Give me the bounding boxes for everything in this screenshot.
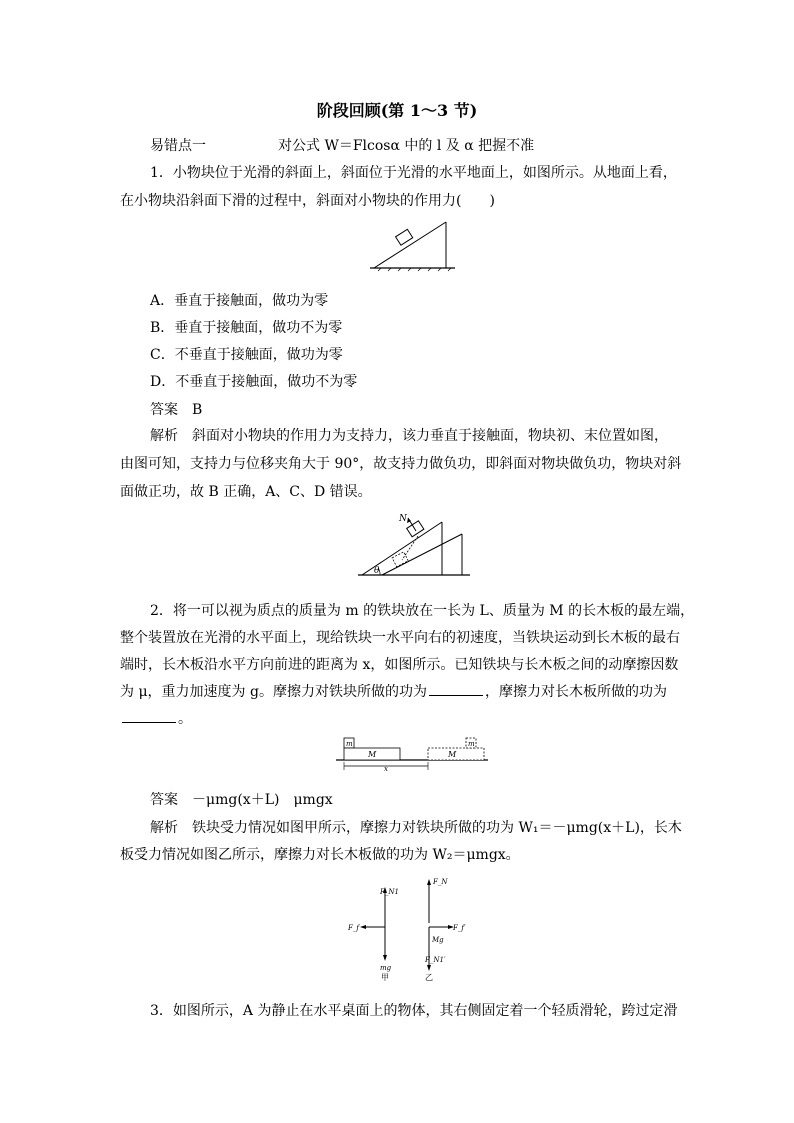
- page-title: 阶段回顾(第 1～3 节): [316, 101, 478, 120]
- jia-left-label: F_f: [348, 924, 359, 932]
- M-left: M: [368, 750, 377, 759]
- yi-right-label: F_f′: [453, 924, 466, 932]
- q1-option-a: A．垂直于接触面，做功为零: [150, 293, 329, 309]
- q1-line1: 1．小物块位于光滑的斜面上，斜面位于光滑的水平地面上，如图所示。从地面上看，: [150, 165, 677, 181]
- section-label: 易错点一: [150, 138, 206, 154]
- label-theta: θ: [374, 566, 380, 576]
- q1-analysis-3: 面做正功，故 B 正确，A、C、D 错误。: [120, 484, 372, 500]
- q2-analysis-1: 解析 铁块受力情况如图甲所示，摩擦力对铁块所做的功为 W₁＝－μmg(x＋L)，长木: [150, 820, 682, 836]
- q2-answer: 答案 －μmg(x＋L) μmgx: [150, 792, 333, 808]
- q2-line4-b: ，摩擦力对长木板所做的功为: [484, 684, 667, 700]
- q2-line1: 2．将一可以视为质点的质量为 m 的铁块放在一长为 L、质量为 M 的长木板的最左端，: [150, 603, 695, 619]
- label-n: N: [399, 514, 407, 524]
- q1-line2: 在小物块沿斜面下滑的过程中，斜面对小物块的作用力( ): [120, 193, 495, 209]
- board-figure: [336, 734, 491, 772]
- q2-line2: 整个装置放在光滑的水平面上，现给铁块一水平向右的初速度，当铁块运动到长木板的最右: [120, 630, 680, 646]
- m-right: m: [468, 740, 475, 748]
- incline-positions-figure: [358, 508, 473, 580]
- blank-2: [122, 708, 176, 723]
- q2-line5-end: 。: [178, 711, 192, 727]
- q2-line4-a: 为 μ，重力加速度为 g。摩擦力对铁块所做的功为: [120, 684, 427, 700]
- q2-line3: 端时，长木板沿水平方向前进的距离为 x，如图所示。已知铁块与长木板之间的动摩擦因数: [120, 657, 679, 673]
- M-right: M: [448, 750, 457, 759]
- blank-1: [429, 681, 483, 696]
- m-left: m: [346, 740, 353, 748]
- jia-up-label: F_N1: [380, 888, 399, 896]
- q1-answer: 答案 B: [150, 402, 203, 418]
- q1-option-b: B．垂直于接触面，做功不为零: [150, 320, 343, 336]
- yi-up-label: F_N: [433, 878, 448, 886]
- force-figure: [345, 870, 475, 985]
- q1-analysis-1: 解析 斜面对小物块的作用力为支持力，该力垂直于接触面，物块初、末位置如图，: [150, 428, 668, 444]
- q2-line4: [120, 681, 667, 701]
- q1-option-c: C．不垂直于接触面，做功为零: [150, 347, 343, 363]
- jia-caption: 甲: [381, 973, 389, 982]
- x-label: x: [384, 765, 388, 772]
- q1-option-d: D．不垂直于接触面，做功不为零: [150, 374, 358, 390]
- q1-analysis-2: 由图可知，支持力与位移夹角大于 90°，故支持力做负功，即斜面对物块做负功，物块对斜: [120, 456, 682, 472]
- incline-figure: [370, 218, 460, 272]
- q3-line1: 3．如图所示，A 为静止在水平桌面上的物体，其右侧固定着一个轻质滑轮，跨过定滑: [150, 1003, 678, 1019]
- q2-line5: [120, 708, 192, 728]
- yi-down2-label: F_N1′: [425, 956, 446, 964]
- q2-analysis-2: 板受力情况如图乙所示，摩擦力对长木板做的功为 W₂＝μmgx。: [120, 847, 520, 863]
- yi-caption: 乙: [425, 973, 433, 982]
- yi-down1-label: Mg: [432, 936, 444, 944]
- jia-down-label: mg: [380, 964, 392, 972]
- section-text: 对公式 W＝Flcosα 中的 l 及 α 把握不准: [278, 138, 535, 154]
